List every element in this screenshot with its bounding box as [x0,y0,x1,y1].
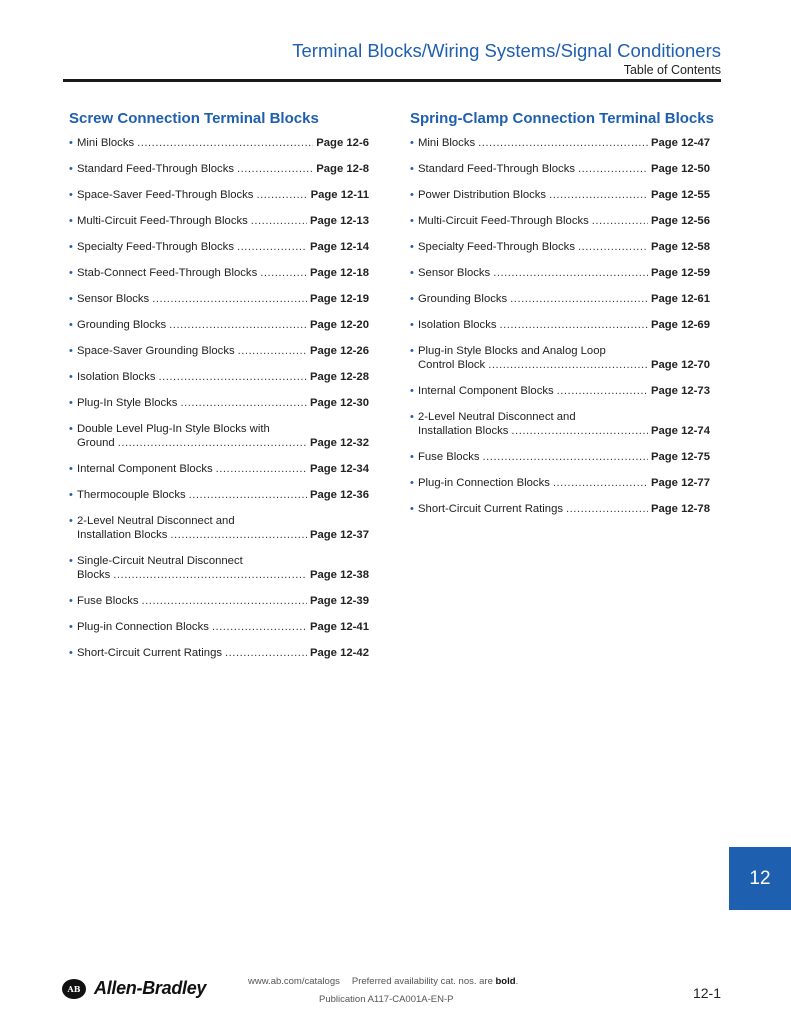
bullet-icon: • [410,137,414,149]
catalog-url[interactable]: www.ab.com/catalogs [248,976,340,987]
dot-leader [137,136,313,150]
page-number: 12-1 [692,985,721,1001]
toc-entry[interactable] [69,646,369,660]
bullet-icon: • [69,137,73,149]
toc-entry-page: Page 12-19 [309,293,369,305]
section-tab[interactable]: 12 [729,847,791,910]
toc-entry-label: Isolation Blocks [418,319,497,331]
toc-entry-label: Ground [77,437,115,449]
toc-entry-label-line1: Single-Circuit Neutral Disconnect [77,555,243,567]
toc-entry-label: Multi-Circuit Feed-Through Blocks [418,215,589,227]
toc-entry-label: Grounding Blocks [418,293,508,305]
toc-entry[interactable] [410,292,710,306]
toc-entry-label-line1: 2-Level Neutral Disconnect and [418,411,576,423]
footer-info [248,976,518,987]
dot-leader [566,502,648,516]
toc-entry[interactable] [410,410,710,438]
bullet-icon: • [69,489,73,501]
dot-leader [159,370,307,384]
toc-entry[interactable] [69,344,369,358]
bullet-icon: • [69,621,73,633]
toc-entry-page: Page 12-41 [309,621,369,633]
toc-entry-label: Control Block [418,359,486,371]
screw-connection-heading: Screw Connection Terminal Blocks [69,110,319,127]
dot-leader [578,162,648,176]
dot-leader [260,266,307,280]
toc-entry-page: Page 12-37 [309,529,369,541]
toc-entry[interactable] [410,136,710,150]
toc-entry-page: Page 12-38 [309,569,369,581]
screw-connection-toc [69,136,369,660]
bullet-icon: • [410,293,414,305]
toc-entry[interactable] [69,292,369,306]
toc-entry[interactable] [410,188,710,202]
toc-entry-page: Page 12-61 [650,293,710,305]
toc-entry-label: Sensor Blocks [77,293,150,305]
toc-entry[interactable] [410,162,710,176]
toc-entry-page: Page 12-70 [650,359,710,371]
bullet-icon: • [410,163,414,175]
toc-entry-page: Page 12-77 [650,477,710,489]
spring-clamp-column [410,110,714,528]
dot-leader [189,488,307,502]
toc-entry-page: Page 12-42 [309,647,369,659]
dot-leader [251,214,307,228]
toc-entry-label-line1: Double Level Plug-In Style Blocks with [77,423,270,435]
bullet-icon: • [69,423,73,435]
dot-leader [113,568,307,582]
dot-leader [483,450,648,464]
toc-entry[interactable] [410,502,710,516]
toc-entry-page: Page 12-28 [309,371,369,383]
dot-leader [169,318,307,332]
bullet-icon: • [410,345,414,357]
toc-entry[interactable] [69,620,369,634]
toc-entry-page: Page 12-47 [650,137,710,149]
dot-leader [237,162,313,176]
bullet-icon: • [69,293,73,305]
availability-bold: bold [495,976,516,987]
dot-leader [170,528,307,542]
toc-entry-page: Page 12-11 [310,189,369,201]
toc-entry-label: Specialty Feed-Through Blocks [77,241,234,253]
dot-leader [142,594,307,608]
bullet-icon: • [69,397,73,409]
toc-entry-page: Page 12-59 [650,267,710,279]
bullet-icon: • [410,411,414,423]
toc-entry[interactable] [69,318,369,332]
page-title: Terminal Blocks/Wiring Systems/Signal Conditioners [292,40,721,61]
bullet-icon: • [410,241,414,253]
bullet-icon: • [69,241,73,253]
toc-entry-label: Plug-in Connection Blocks [77,621,209,633]
ab-logo-icon: AB [62,979,86,999]
toc-entry[interactable] [69,554,369,582]
dot-leader [578,240,648,254]
dot-leader [256,188,307,202]
toc-entry[interactable] [69,514,369,542]
toc-entry-label: Internal Component Blocks [418,385,554,397]
toc-entry-label: Grounding Blocks [77,319,167,331]
toc-entry[interactable] [410,450,710,464]
bullet-icon: • [69,595,73,607]
bullet-icon: • [69,215,73,227]
dot-leader [478,136,648,150]
toc-entry-label-line1: Plug-in Style Blocks and Analog Loop [418,345,606,357]
toc-entry[interactable] [69,188,369,202]
dot-leader [511,424,648,438]
dot-leader [180,396,306,410]
bullet-icon: • [410,189,414,201]
toc-entry-page: Page 12-58 [650,241,710,253]
bullet-icon: • [410,477,414,489]
toc-entry-page: Page 12-36 [309,489,369,501]
dot-leader [225,646,307,660]
page-subtitle: Table of Contents [623,63,721,77]
spring-clamp-toc [410,136,710,516]
toc-entry-label: Standard Feed-Through Blocks [77,163,234,175]
toc-entry[interactable] [69,266,369,280]
toc-entry-label: Mini Blocks [418,137,476,149]
availability-period: . [515,976,519,987]
dot-leader [216,462,307,476]
toc-entry-label-line1: 2-Level Neutral Disconnect and [77,515,235,527]
dot-leader [488,358,648,372]
bullet-icon: • [410,215,414,227]
toc-entry-label: Stab-Connect Feed-Through Blocks [77,267,258,279]
toc-entry[interactable] [69,594,369,608]
toc-entry-label: Plug-in Connection Blocks [418,477,550,489]
toc-entry-page: Page 12-26 [309,345,369,357]
toc-entry-label: Fuse Blocks [418,451,480,463]
toc-entry[interactable] [69,462,369,476]
toc-entry-page: Page 12-18 [309,267,369,279]
bullet-icon: • [69,647,73,659]
toc-entry[interactable] [69,162,369,176]
toc-entry-label: Isolation Blocks [77,371,156,383]
toc-entry[interactable] [69,396,369,410]
toc-entry[interactable] [410,240,710,254]
toc-entry[interactable] [410,344,710,372]
dot-leader [592,214,648,228]
bullet-icon: • [69,345,73,357]
toc-entry-page: Page 12-30 [309,397,369,409]
toc-entry-label: Blocks [77,569,111,581]
toc-entry-label: Fuse Blocks [77,595,139,607]
toc-entry-label: Space-Saver Grounding Blocks [77,345,235,357]
screw-connection-column [69,110,369,672]
dot-leader [118,436,307,450]
bullet-icon: • [69,267,73,279]
bullet-icon: • [410,385,414,397]
dot-leader [152,292,307,306]
dot-leader [493,266,648,280]
dot-leader [553,476,648,490]
bullet-icon: • [69,555,73,567]
dot-leader [500,318,648,332]
bullet-icon: • [410,503,414,515]
toc-entry-label: Multi-Circuit Feed-Through Blocks [77,215,248,227]
bullet-icon: • [69,371,73,383]
toc-entry[interactable] [410,476,710,490]
publication-number: Publication A117-CA001A-EN-P [319,994,454,1005]
toc-entry-page: Page 12-20 [309,319,369,331]
toc-entry-page: Page 12-6 [316,137,369,149]
toc-entry-label: Mini Blocks [77,137,135,149]
toc-entry-page: Page 12-13 [309,215,369,227]
toc-entry-page: Page 12-55 [650,189,710,201]
toc-entry[interactable] [69,370,369,384]
toc-entry-page: Page 12-74 [650,425,710,437]
toc-entry-label: Specialty Feed-Through Blocks [418,241,575,253]
toc-entry-label: Short-Circuit Current Ratings [77,647,223,659]
toc-entry-label: Installation Blocks [418,425,509,437]
dot-leader [212,620,307,634]
toc-entry-page: Page 12-32 [309,437,369,449]
spring-clamp-heading: Spring-Clamp Connection Terminal Blocks [410,110,714,127]
toc-entry-page: Page 12-78 [650,503,710,515]
toc-entry-label: Sensor Blocks [418,267,491,279]
toc-entry-label: Short-Circuit Current Ratings [418,503,564,515]
bullet-icon: • [69,319,73,331]
toc-entry[interactable] [410,318,710,332]
toc-entry-page: Page 12-69 [650,319,710,331]
dot-leader [238,344,307,358]
bullet-icon: • [69,463,73,475]
availability-note: Preferred availability cat. nos. are [351,976,493,987]
toc-entry-page: Page 12-39 [309,595,369,607]
toc-entry-label: Internal Component Blocks [77,463,213,475]
toc-entry[interactable] [410,214,710,228]
toc-entry-page: Page 12-8 [316,163,369,175]
toc-entry-label: Space-Saver Feed-Through Blocks [77,189,254,201]
toc-entry-label: Power Distribution Blocks [418,189,547,201]
bullet-icon: • [410,451,414,463]
bullet-icon: • [410,267,414,279]
dot-leader [557,384,648,398]
toc-entry-page: Page 12-34 [309,463,369,475]
dot-leader [237,240,307,254]
toc-entry[interactable] [410,384,710,398]
toc-entry-page: Page 12-14 [309,241,369,253]
toc-entry[interactable] [69,488,369,502]
toc-entry-label: Standard Feed-Through Blocks [418,163,575,175]
dot-leader [549,188,648,202]
header-divider [63,79,721,82]
toc-entry-label: Thermocouple Blocks [77,489,186,501]
dot-leader [510,292,648,306]
bullet-icon: • [69,515,73,527]
brand-name: Allen-Bradley [94,978,207,998]
toc-entry-page: Page 12-73 [650,385,710,397]
bullet-icon: • [69,189,73,201]
toc-entry[interactable] [69,422,369,450]
toc-entry-page: Page 12-50 [650,163,710,175]
toc-entry-page: Page 12-75 [650,451,710,463]
toc-entry[interactable] [69,214,369,228]
allen-bradley-logo [62,978,206,999]
toc-entry-label: Plug-In Style Blocks [77,397,178,409]
toc-entry[interactable] [69,240,369,254]
bullet-icon: • [69,163,73,175]
bullet-icon: • [410,319,414,331]
toc-entry[interactable] [410,266,710,280]
toc-entry-page: Page 12-56 [650,215,710,227]
toc-entry-label: Installation Blocks [77,529,168,541]
toc-entry[interactable] [69,136,369,150]
